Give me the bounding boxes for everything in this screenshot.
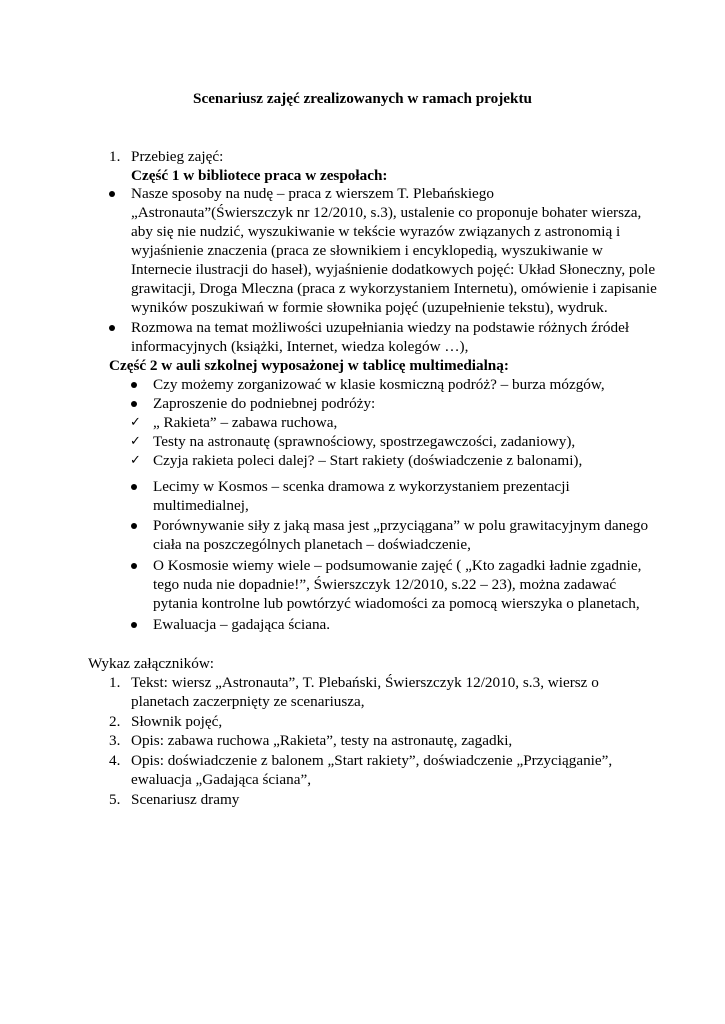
- attachment-item: Tekst: wiersz „Astronauta”, T. Plebański, Świerszczyk 12/2010, s.3, wiersz o: [131, 674, 599, 691]
- bullet-dot-icon: [131, 523, 137, 529]
- list-item-continuation: pytania kontrolne lub powtórzyć wiadomości za pomocą wierszyka o planetach,: [153, 595, 640, 612]
- check-mark-icon: ✓: [130, 415, 141, 430]
- list-item-continuation: tego nuda nie dopadnie!”, Świerszczyk 12/2010, s.22 – 23), można zadawać: [153, 576, 617, 593]
- list-item: Porównywanie siły z jaką masa jest „przyciągana” w polu grawitacyjnym danego: [153, 517, 649, 534]
- attachment-item: Opis: doświadczenie z balonem „Start rakiety”, doświadczenie „Przyciąganie”,: [131, 752, 613, 769]
- bullet-dot-icon: [109, 325, 115, 331]
- check-mark-icon: ✓: [130, 434, 141, 449]
- bullet-dot-icon: [131, 622, 137, 628]
- paragraph-line: grawitacji, Droga Mleczna (praca z wykorzystaniem Internetu), omówienie i zapisanie: [131, 280, 657, 297]
- paragraph-line: „Astronauta”(Świerszczyk nr 12/2010, s.3), ustalenie co proponuje bohater wiersza,: [131, 204, 642, 221]
- section-number: 1.: [109, 148, 121, 165]
- paragraph-line: wyników poszukiwań w formie słownika pojęć (uzupełnienie tekstu), wydruk.: [131, 299, 608, 316]
- list-item: Testy na astronautę (sprawnościowy, spostrzegawczości, zadaniowy),: [153, 433, 576, 450]
- bullet-dot-icon: [131, 484, 137, 490]
- document-title: Scenariusz zajęć zrealizowanych w ramach projektu: [193, 90, 532, 107]
- bullet-dot-icon: [131, 401, 137, 407]
- list-item: Czy możemy zorganizować w klasie kosmiczną podróż? – burza mózgów,: [153, 376, 605, 393]
- list-item: Czyja rakieta poleci dalej? – Start rakiety (doświadczenie z balonami),: [153, 452, 583, 469]
- list-item: Lecimy w Kosmos – scenka dramowa z wykorzystaniem prezentacji: [153, 478, 570, 495]
- paragraph-line: aby się nie nudzić, wyszukiwanie w tekście wyrazów związanych z astronomią i: [131, 223, 621, 240]
- attachments-heading: Wykaz załączników:: [88, 655, 215, 672]
- attachment-item: Scenariusz dramy: [131, 791, 240, 808]
- list-item-continuation: multimedialnej,: [153, 497, 249, 514]
- attachment-number: 4.: [109, 752, 121, 769]
- list-item-continuation: ciała na poszczególnych planetach – doświadczenie,: [153, 536, 471, 553]
- bullet-dot-icon: [131, 563, 137, 569]
- paragraph-line: Rozmowa na temat możliwości uzupełniania wiedzy na podstawie różnych źródeł: [131, 319, 630, 336]
- paragraph-line: wyjaśnienie znaczenia (praca ze słownikiem i encyklopedią, wyszukiwanie w: [131, 242, 603, 259]
- part1-heading: Część 1 w bibliotece praca w zespołach:: [131, 167, 388, 184]
- bullet-dot-icon: [131, 382, 137, 388]
- attachment-number: 5.: [109, 791, 121, 808]
- paragraph-line: informacyjnych (książki, Internet, wiedza kolegów …),: [131, 338, 469, 355]
- paragraph-line: Internecie ilustracji do haseł), wyjaśnienie dodatkowych pojęć: Układ Słoneczny, pole: [131, 261, 656, 278]
- attachment-item-continuation: ewaluacja „Gadająca ściana”,: [131, 771, 312, 788]
- paragraph-line: Nasze sposoby na nudę – praca z wierszem T. Plebańskiego: [131, 185, 494, 202]
- part2-heading: Część 2 w auli szkolnej wyposażonej w tablicę multimedialną:: [109, 357, 509, 374]
- bullet-dot-icon: [109, 191, 115, 197]
- list-item: „ Rakieta” – zabawa ruchowa,: [153, 414, 338, 431]
- attachment-number: 3.: [109, 732, 121, 749]
- attachment-item: Słownik pojęć,: [131, 713, 223, 730]
- section-heading: Przebieg zajęć:: [131, 148, 224, 165]
- attachment-number: 2.: [109, 713, 121, 730]
- check-mark-icon: ✓: [130, 453, 141, 468]
- list-item: Ewaluacja – gadająca ściana.: [153, 616, 331, 633]
- attachment-item-continuation: planetach zaczerpnięty ze scenariusza,: [131, 693, 365, 710]
- list-item: O Kosmosie wiemy wiele – podsumowanie zajęć ( „Kto zagadki ładnie zgadnie,: [153, 557, 642, 574]
- list-item: Zaproszenie do podniebnej podróży:: [153, 395, 376, 412]
- attachment-number: 1.: [109, 674, 121, 691]
- attachment-item: Opis: zabawa ruchowa „Rakieta”, testy na astronautę, zagadki,: [131, 732, 513, 749]
